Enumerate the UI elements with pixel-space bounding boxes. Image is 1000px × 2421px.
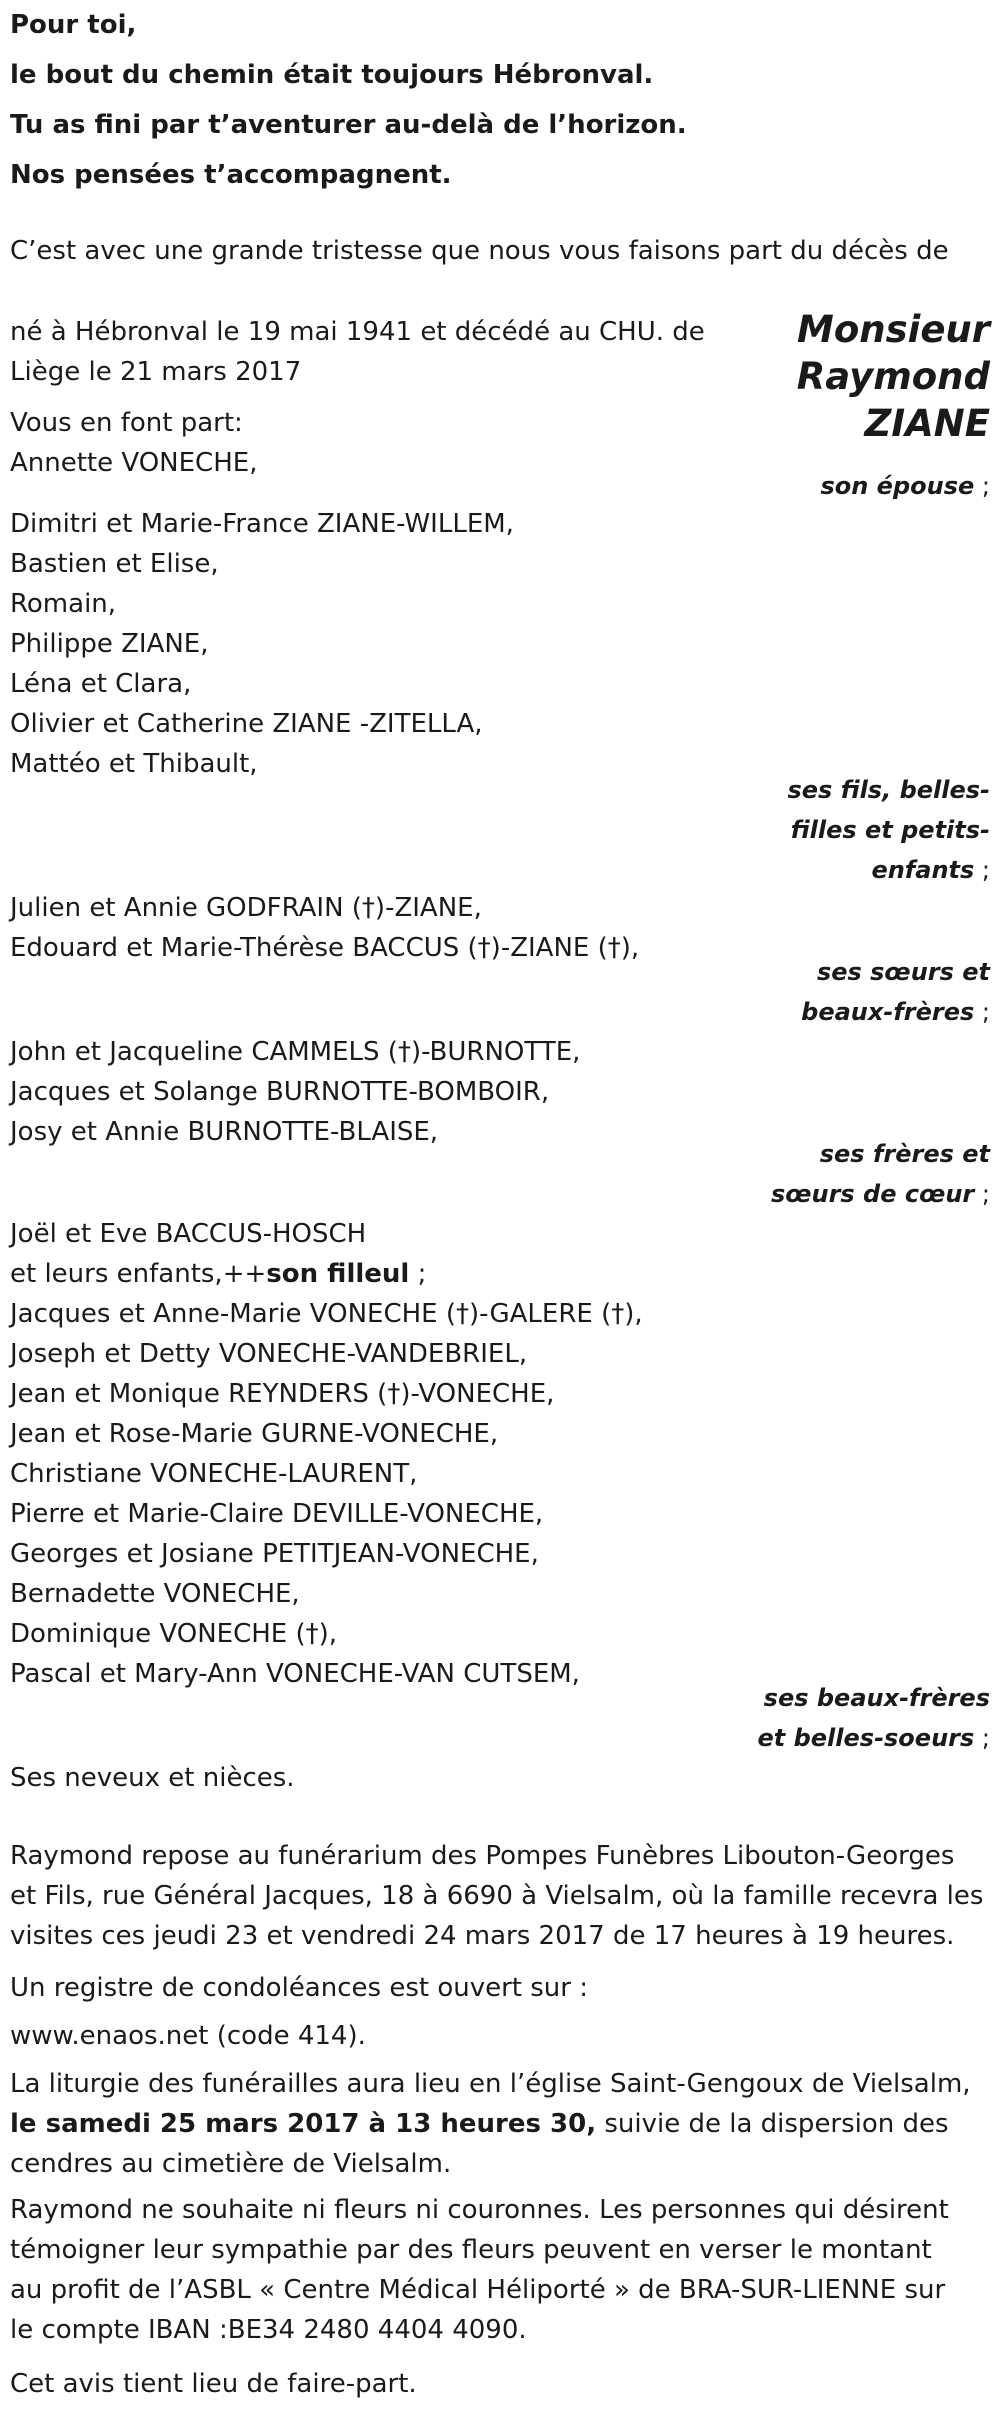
announce-text: Vous en font part: bbox=[10, 408, 243, 438]
funerarium-paragraph: Raymond repose au funérarium des Pompes Funèbres Libouton-Georges et Fils, rue Général Jacques, 18 à 6690 à Vielsalm, où la famille recevra les visites ces jeudi 23 et vendredi 24 mars 2017 de 17 heures à 19 heures. bbox=[10, 1841, 984, 1951]
flowers-paragraph: Raymond ne souhaite ni fleurs ni couronnes. Les personnes qui désirent témoigner leur sympathie par des fleurs peuvent en verser le montant au profit de l’ASBL « Centre Médical Héliporté » de BRA-SUR-LIENNE sur le compte IBAN :BE34 2480 4404 4090. bbox=[10, 2195, 949, 2345]
family-name: Jacques et Anne-Marie VONECHE (†)-GALERE (†), bbox=[10, 1299, 643, 1329]
intro-text: C’est avec une grande tristesse que nous vous faisons part du décès de bbox=[10, 236, 949, 266]
register-site: www.enaos.net (code 414). bbox=[10, 2021, 366, 2051]
family-name: Julien et Annie GODFRAIN (†)-ZIANE, bbox=[10, 893, 482, 923]
nephews-text: Ses neveux et nièces. bbox=[10, 1763, 295, 1793]
family-name: John et Jacqueline CAMMELS (†)-BURNOTTE, bbox=[10, 1037, 581, 1067]
family-name: Pierre et Marie-Claire DEVILLE-VONECHE, bbox=[10, 1499, 544, 1529]
poem bbox=[10, 0, 687, 200]
family-name: Philippe ZIANE, bbox=[10, 629, 209, 659]
family-name: Christiane VONECHE-LAURENT, bbox=[10, 1459, 418, 1489]
register-text: Un registre de condoléances est ouvert sur : bbox=[10, 1973, 588, 2003]
deceased-first-name: Raymond bbox=[796, 355, 990, 398]
spouse-name: Annette VONECHE, bbox=[10, 448, 258, 478]
family-name: Pascal et Mary-Ann VONECHE-VAN CUTSEM, bbox=[10, 1659, 580, 1689]
family-name: Bernadette VONECHE, bbox=[10, 1579, 300, 1609]
family-group-siblings bbox=[10, 888, 639, 968]
family-name: Edouard et Marie-Thérèse BACCUS (†)-ZIANE (†), bbox=[10, 933, 640, 963]
family-name: Jean et Monique REYNDERS (†)-VONECHE, bbox=[10, 1379, 555, 1409]
poem-line: le bout du chemin était toujours Hébronval. bbox=[10, 60, 654, 90]
family-name: Olivier et Catherine ZIANE -ZITELLA, bbox=[10, 709, 483, 739]
family-name: Dominique VONECHE (†), bbox=[10, 1619, 338, 1649]
family-name: Léna et Clara, bbox=[10, 669, 192, 699]
relation-label: son épouse ; bbox=[820, 472, 990, 500]
liturgy-paragraph: La liturgie des funérailles aura lieu en l’église Saint-Gengoux de Vielsalm, le samedi 25 mars 2017 à 13 heures 30, suivie de la dispersion des cendres au cimetière de Vielsalm. bbox=[10, 2069, 971, 2179]
family-name: Jacques et Solange BURNOTTE-BOMBOIR, bbox=[10, 1077, 550, 1107]
family-name: Joël et Eve BACCUS-HOSCH bbox=[10, 1219, 367, 1249]
relation-label: ses fils, belles- filles et petits- enfants ; bbox=[787, 776, 990, 884]
family-name: Dimitri et Marie-France ZIANE-WILLEM, bbox=[10, 509, 514, 539]
family-name: Bastien et Elise, bbox=[10, 549, 219, 579]
birth-line: Liège le 21 mars 2017 bbox=[10, 357, 302, 387]
deceased-name bbox=[670, 306, 990, 447]
family-group-inlaws bbox=[10, 1214, 643, 1694]
relation-label: ses beaux-frères et belles-soeurs ; bbox=[757, 1684, 990, 1752]
relation-label: ses frères et sœurs de cœur ; bbox=[770, 1140, 990, 1208]
family-name: Mattéo et Thibault, bbox=[10, 749, 258, 779]
funeral-date: le samedi 25 mars 2017 à 13 heures 30, bbox=[10, 2109, 597, 2139]
family-name: Georges et Josiane PETITJEAN-VONECHE, bbox=[10, 1539, 539, 1569]
family-name: Jean et Rose-Marie GURNE-VONECHE, bbox=[10, 1419, 499, 1449]
relation-label: ses sœurs et beaux-frères ; bbox=[801, 958, 990, 1026]
deceased-last-name: ZIANE bbox=[864, 402, 990, 445]
family-name: Joseph et Detty VONECHE-VANDEBRIEL, bbox=[10, 1339, 528, 1369]
family-group-heart bbox=[10, 1032, 580, 1152]
family-name: Romain, bbox=[10, 589, 117, 619]
poem-line: Nos pensées t’accompagnent. bbox=[10, 160, 452, 190]
godson-line: et leurs enfants,++son filleul ; bbox=[10, 1259, 427, 1289]
deceased-title: Monsieur bbox=[797, 308, 990, 351]
family-group-children bbox=[10, 504, 514, 784]
closing-text: Cet avis tient lieu de faire-part. bbox=[10, 2369, 417, 2399]
birth-line: né à Hébronval le 19 mai 1941 et décédé au CHU. de bbox=[10, 317, 705, 347]
poem-line: Pour toi, bbox=[10, 10, 137, 40]
family-name: Josy et Annie BURNOTTE-BLAISE, bbox=[10, 1117, 439, 1147]
poem-line: Tu as fini par t’aventurer au-delà de l’horizon. bbox=[10, 110, 687, 140]
